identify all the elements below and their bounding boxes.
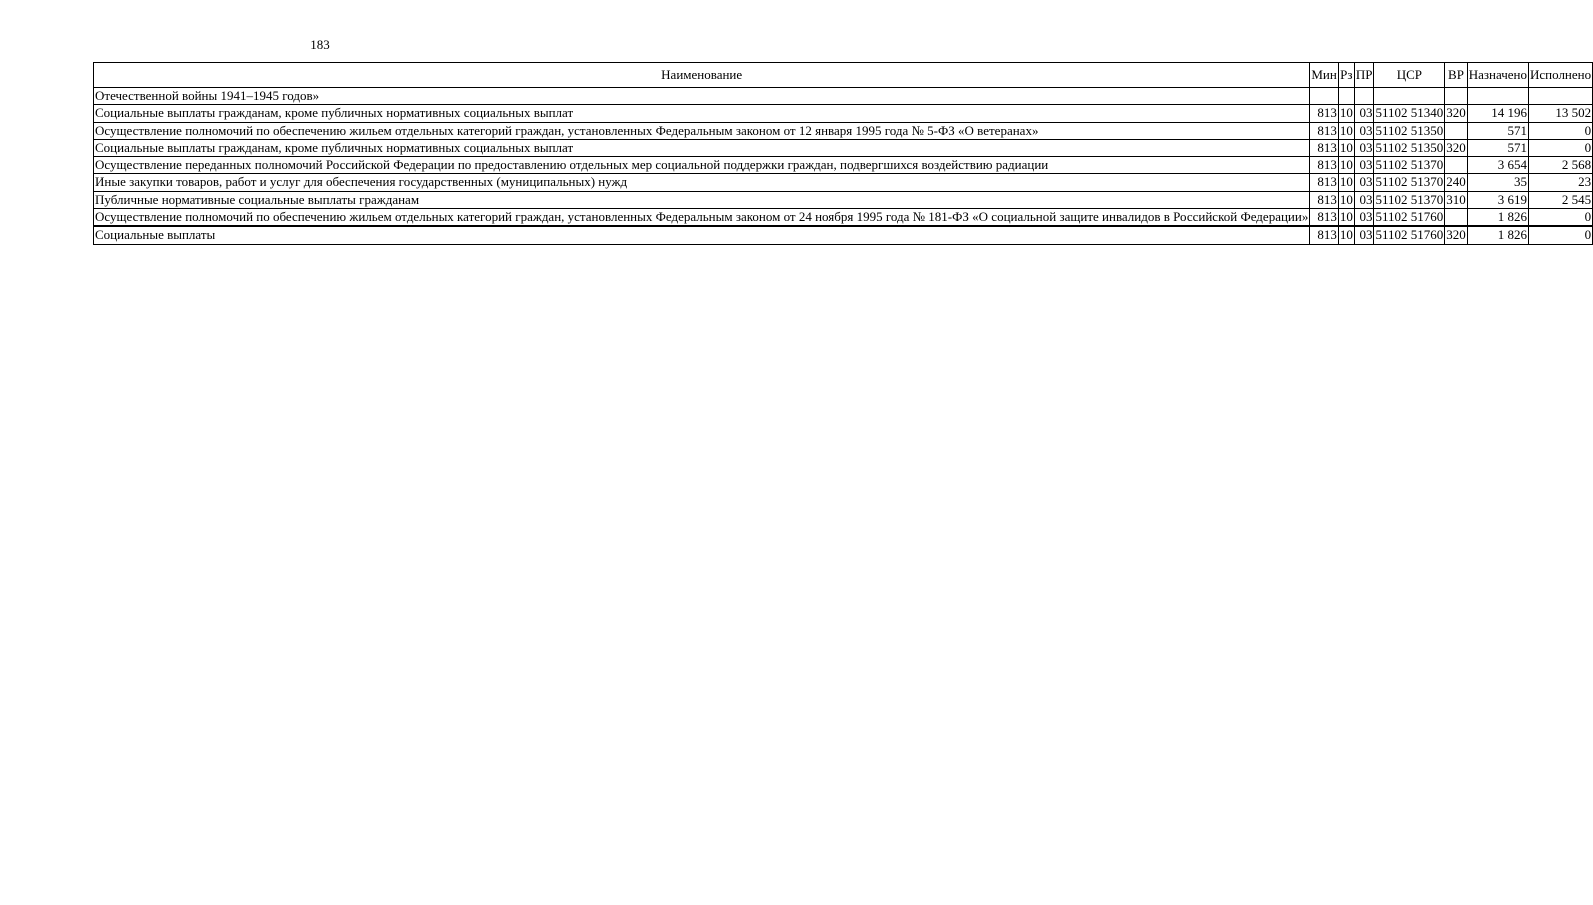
cell-pr: 03 (1354, 191, 1374, 208)
cell-csr: 51102 51370 (1375, 191, 1444, 207)
cell-vr: 320 (1446, 227, 1466, 243)
cell-vr: 320 (1446, 139, 1466, 155)
cell-executed: 0 (1529, 209, 1593, 227)
cell-name: Публичные нормативные социальные выплаты гражданам (94, 191, 1310, 208)
cell-name: Социальные выплаты (94, 226, 1310, 244)
cell-name: Осуществление полномочий по обеспечению жильем отдельных категорий граждан, установленных Федеральным законом от 24 ноября 1995 года № 181-ФЗ «О социальной защите инвалидов в Российской Федерации» (94, 209, 1310, 227)
cell-vr: 320 (1446, 105, 1466, 121)
table-row (94, 88, 1593, 105)
cell-min: 813 (1310, 122, 1338, 139)
cell-csr: 51102 51350 (1375, 139, 1444, 155)
cell-csr: 51102 51370 (1375, 157, 1444, 173)
cell-assigned: 571 (1467, 139, 1528, 156)
table-row (94, 191, 1593, 208)
cell-csr: 51102 51350 (1375, 122, 1444, 138)
cell-min: 813 (1310, 105, 1338, 122)
cell-pr: 03 (1354, 122, 1374, 139)
table-row (94, 157, 1593, 174)
cell-vr: 240 (1446, 174, 1466, 190)
cell-vr (1445, 157, 1468, 174)
cell-csr: 51102 51340 (1375, 105, 1444, 121)
cell-min: 813 (1310, 191, 1338, 208)
cell-rz: 10 (1339, 105, 1353, 121)
header-assigned: Назначено (1467, 63, 1528, 88)
cell-name: Осуществление полномочий по обеспечению жильем отдельных категорий граждан, установленных Федеральным законом от 12 января 1995 года № 5-ФЗ «О ветеранах» (94, 122, 1310, 139)
table-row (94, 209, 1593, 227)
cell-name: Отечественной войны 1941–1945 годов» (94, 88, 1310, 105)
header-executed: Исполнено (1529, 63, 1593, 88)
cell-csr: 51102 51760 (1375, 227, 1444, 243)
cell-executed: 2 568 (1529, 157, 1593, 174)
cell-rz: 10 (1339, 227, 1353, 243)
cell-rz: 10 (1339, 139, 1353, 155)
table-row (94, 139, 1593, 156)
cell-executed: 0 (1529, 122, 1593, 139)
cell-name: Иные закупки товаров, работ и услуг для обеспечения государственных (муниципальных) нужд (94, 174, 1310, 191)
cell-rz: 10 (1338, 209, 1354, 227)
cell-rz: 10 (1339, 122, 1353, 138)
header-csr: ЦСР (1374, 63, 1445, 88)
cell-rz: 10 (1339, 174, 1353, 190)
header-rz: Рз (1338, 63, 1354, 88)
cell-pr: 03 (1354, 139, 1374, 156)
cell-min: 813 (1310, 157, 1338, 174)
cell-csr: 51102 51760 (1374, 209, 1445, 227)
cell-vr (1445, 88, 1468, 105)
cell-executed (1529, 88, 1593, 105)
cell-name: Социальные выплаты гражданам, кроме публичных нормативных социальных выплат (94, 139, 1310, 156)
cell-vr (1445, 122, 1468, 139)
cell-assigned: 35 (1467, 174, 1528, 191)
cell-pr (1354, 88, 1374, 105)
table-row (94, 174, 1593, 191)
cell-name: Социальные выплаты гражданам, кроме публичных нормативных социальных выплат (94, 105, 1310, 122)
cell-min: 813 (1310, 209, 1338, 227)
cell-assigned: 1 826 (1467, 226, 1528, 244)
cell-executed: 23 (1529, 174, 1593, 191)
table-row (94, 105, 1593, 122)
header-min: Мин (1310, 63, 1338, 88)
cell-executed: 2 545 (1529, 191, 1593, 208)
cell-pr: 03 (1354, 174, 1374, 191)
cell-assigned: 3 654 (1467, 157, 1528, 174)
cell-pr: 03 (1354, 105, 1374, 122)
header-pr: ПР (1354, 63, 1374, 88)
budget-table (93, 62, 1593, 245)
cell-name: Осуществление переданных полномочий Российской Федерации по предоставлению отдельных мер социальной поддержки граждан, подвергшихся воздействию радиации (94, 157, 1310, 174)
header-name: Наименование (94, 63, 1310, 88)
cell-executed: 13 502 (1529, 105, 1593, 122)
table-row (94, 122, 1593, 139)
cell-vr: 310 (1446, 191, 1466, 207)
cell-assigned (1467, 88, 1528, 105)
cell-min: 813 (1310, 174, 1338, 191)
cell-csr (1374, 88, 1445, 105)
cell-assigned: 1 826 (1467, 209, 1528, 227)
cell-executed: 0 (1529, 139, 1593, 156)
cell-assigned: 571 (1467, 122, 1528, 139)
cell-csr: 51102 51370 (1375, 174, 1444, 190)
cell-executed: 0 (1529, 226, 1593, 244)
cell-assigned: 14 196 (1467, 105, 1528, 122)
cell-rz: 10 (1339, 157, 1353, 173)
cell-rz: 10 (1339, 191, 1353, 207)
header-vr: ВР (1445, 63, 1468, 88)
cell-pr: 03 (1354, 209, 1374, 227)
table-header-row (94, 63, 1593, 88)
table-row (94, 226, 1593, 244)
cell-min: 813 (1310, 139, 1338, 156)
cell-rz (1338, 88, 1354, 105)
cell-assigned: 3 619 (1467, 191, 1528, 208)
cell-pr: 03 (1354, 226, 1374, 244)
cell-vr (1445, 209, 1468, 227)
cell-min (1310, 88, 1338, 105)
cell-min: 813 (1310, 226, 1338, 244)
cell-pr: 03 (1354, 157, 1374, 174)
page-number: 183 (310, 37, 330, 52)
